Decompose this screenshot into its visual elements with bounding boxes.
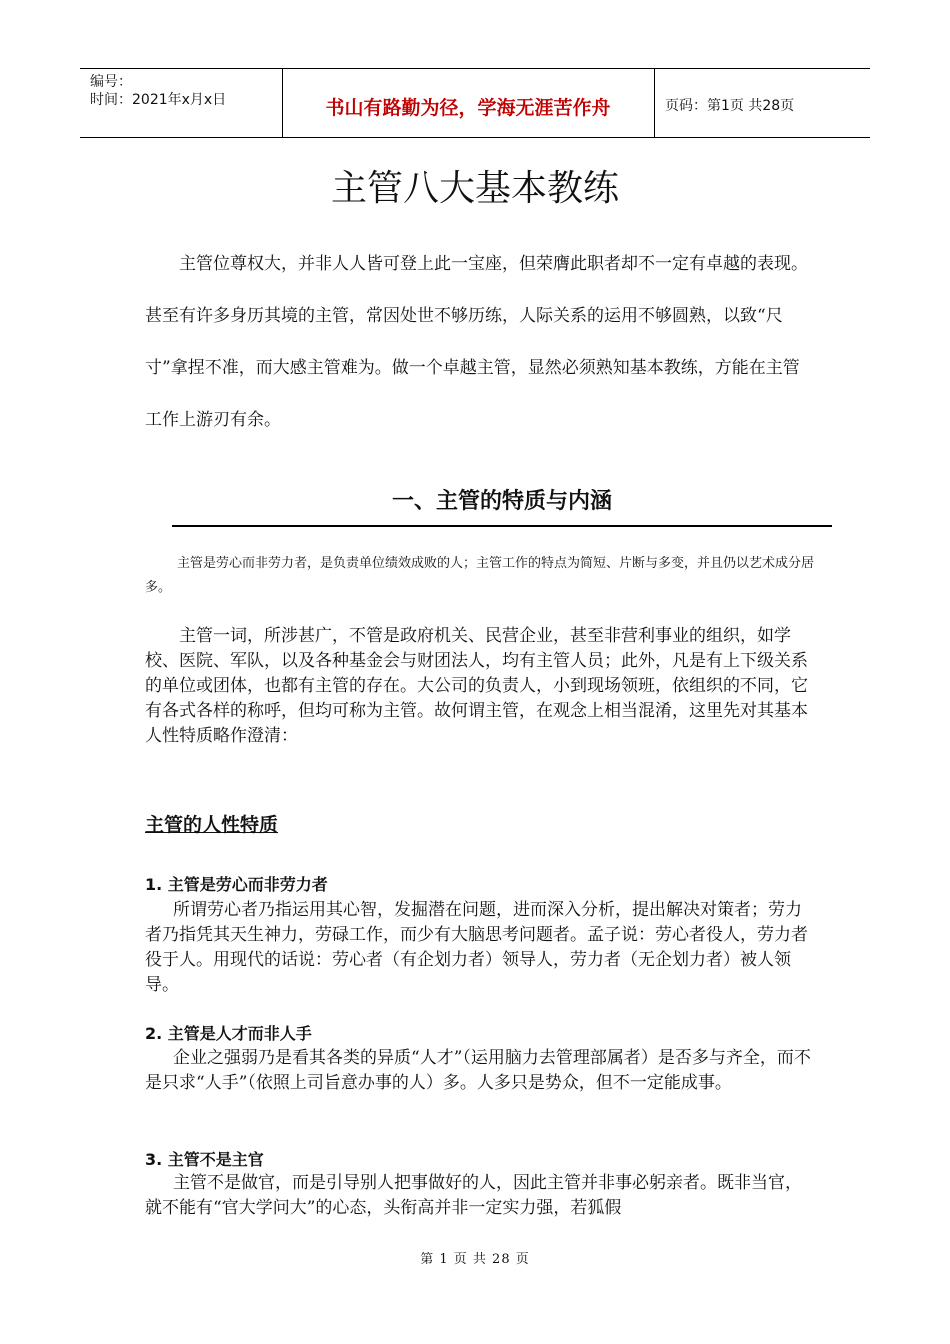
trait-paragraph-3 [145, 1171, 815, 1221]
trait-title-1: 1. 主管是劳心而非劳力者 [145, 875, 328, 894]
subsection-heading: 主管的人性特质 [145, 814, 279, 836]
trait-paragraph-2 [145, 1046, 815, 1096]
abstract-text: 主管是劳心而非劳力者，是负责单位绩效成败的人；主管工作的特点为简短、片断与多变，并且仍以艺术成分居多。 [145, 556, 815, 595]
header-right-cell [655, 69, 870, 137]
section-body [145, 624, 815, 749]
trait-title-2: 2. 主管是人才而非人手 [145, 1024, 312, 1043]
page-info: 页码：第1页 共28页 [665, 98, 795, 114]
header-mid-cell [282, 69, 655, 137]
trait-text-3: 主管不是做官，而是引导别人把事做好的人，因此主管并非事必躬亲者。既非当官，就不能有“官大学问大”的心态，头衔高并非一定实力强，若狐假 [145, 1173, 802, 1218]
trait-text-1: 所谓劳心者乃指运用其心智，发掘潜在问题，进而深入分析，提出解决对策者；劳力者乃指凭其天生神力，劳碌工作，而少有大脑思考问题者。孟子说：劳心者役人，劳力者役于人。用现代的话说：劳心者（有企划力者）领导人，劳力者（无企划力者）被人领导。 [145, 900, 808, 995]
page-title: 主管八大基本教练 [330, 168, 619, 209]
intro-text: 主管位尊权大，并非人人皆可登上此一宝座，但荣膺此职者却不一定有卓越的表现。甚至有许多身历其境的主管，常因处世不够历练，人际关系的运用不够圆熟，以致“尺寸”拿捏不准，而大感主管难为。做一个卓越主管，显然必须熟知基本教练，方能在主管工作上游刃有余。 [145, 254, 808, 430]
trait-title-3: 3. 主管不是主官 [145, 1150, 264, 1169]
section-divider [172, 525, 832, 527]
serial-label: 编号： [90, 74, 132, 90]
section-abstract [145, 552, 815, 600]
section-heading: 一、主管的特质与内涵 [391, 489, 612, 514]
time-label: 时间：2021年x月x日 [90, 92, 227, 108]
header-left-cell [80, 69, 283, 137]
intro-paragraph [145, 238, 815, 446]
trait-paragraph-1 [145, 898, 815, 998]
trait-text-2: 企业之强弱乃是看其各类的异质“人才”（运用脑力去管理部属者）是否多与齐全，而不是只求“人手”（依照上司旨意办事的人）多。人多只是势众，但不一定能成事。 [145, 1048, 811, 1093]
document-header [80, 68, 870, 138]
page-footer: 第 1 页 共 28 页 [420, 1252, 530, 1267]
body-text: 主管一词，所涉甚广，不管是政府机关、民营企业，甚至非营利事业的组织，如学校、医院、军队，以及各种基金会与财团法人，均有主管人员；此外，凡是有上下级关系的单位或团体，也都有主管的存在。大公司的负责人，小到现场领班，依组织的不同，它有各式各样的称呼，但均可称为主管。故何谓主管，在观念上相当混淆，这里先对其基本人性特质略作澄清： [145, 626, 808, 746]
motto: 书山有路勤为径，学海无涯苦作舟 [325, 97, 611, 119]
